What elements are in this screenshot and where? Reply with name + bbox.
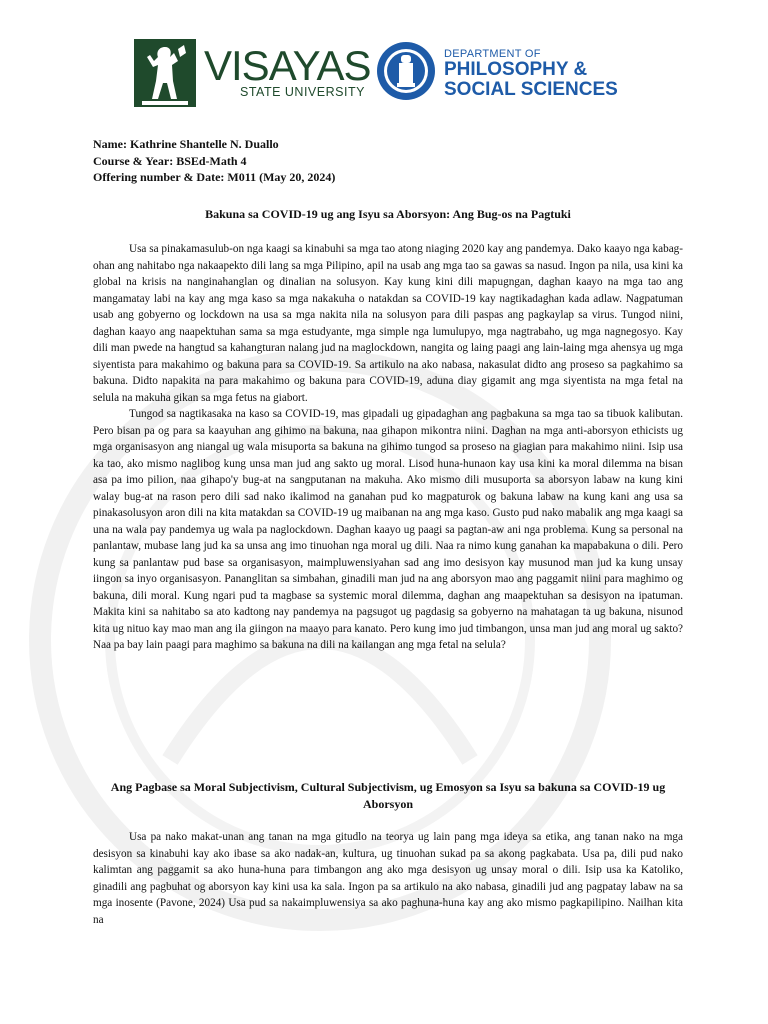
university-name: VISAYAS [204,42,371,89]
university-subtitle: STATE UNIVERSITY [240,85,365,99]
letterhead [132,36,632,110]
offering-date: Offering number & Date: M011 (May 20, 2024) [93,170,336,185]
vsu-logo [134,39,196,107]
department-line2: PHILOSOPHY & [444,59,588,80]
dpss-seal-icon [376,41,436,101]
section-body [93,829,683,928]
paragraph: Usa sa pinakamasulub-on nga kaagi sa kinabuhi sa mga tao atong niaging 2020 kay ang pandemya. Dako kaayo nga kabag-ohan ang nahitabo nga nakaapekto dili lang sa mga Pilipino, apil na usab ang mga tao sa gawas sa nasud. Ingon pa nila, usa kini ka global na krisis na nanginahanglan og dinalian na solusyon. Kay kung kini dili mapugngan, daghan kaayo na mga tao ang mangamatay labi na kay ang mga kaso sa mga nakakuha o natakdan sa COVID-19 kay nagtikadaghan kada adlaw. Nagpatuman usab ang gobyerno og lockdown na usa sa mga nakita nila na solusyon para dili paspas ang pagkaylap sa virus. Tungod niini, daghan kaayo ang naapektuhan sama sa mga estudyante, mga simple nga lumulupyo, mga nagtrabaho, ug mga nagnegosyo. Kay dili man pwede na hangtud sa kahangturan nalang jud na maglockdown, nangita og laing paagi ang lain-laing mga ahensya ug mga siyentista para makahimo og bakuna para sa COVID-19. Sa artikulo na ako nabasa, nakasulat didto ang proseso sa pagkahimo sa bakuna. Didto napakita na para makahimo og bakuna para COVID-19, aduna diay gigamit ang mga siyentista na mga fetal na selula na makuha gikan sa mga fetus na giabort. [93,243,683,404]
course-year: Course & Year: BSEd-Math 4 [93,153,247,168]
student-info [93,136,683,186]
vsu-wordmark [204,44,374,104]
student-name: Name: Kathrine Shantelle N. Duallo [93,137,279,151]
paragraph: Usa pa nako makat-unan ang tanan na mga gitudlo na teorya ug lain pang mga ideya sa etika, ang tanan nako na mga desisyon sa kinabuhi kay ako ibase sa ako nadak-an, kultura, ug tinuohan sukad pa sa akong pagkabata. Usa pa, dili pud nako kalimtan ang paggamit sa ako huna-huna para timbangon ang ako mga desisyon ug unsay moral o dili. Isip usa ka Katoliko, ginadili ang pagbuhat og aborsyon kay kini usa ka sala. Ingon pa sa artikulo na ako nabasa, ginadili jud ang pagpatay labaw na sa mga inosente (Pavone, 2024) Usa pud sa nakaimpluwensiya sa ako paghuna-huna kay ang ako mismo pagkapilipino. Nailhan kita na [93,831,683,926]
department-line3: SOCIAL SCIENCES [444,79,618,100]
paragraph: Tungod sa nagtikasaka na kaso sa COVID-19, mas gipadali ug gipadaghan ang pagbakuna sa mga tao sa tibuok kalibutan. Pero bisan pa og para sa kaayuhan ang gihimo na bakuna, naa gihapon mikontra niini. Daghan na mga anti-aborsyon ethicists ug mga organisasyon ang niangal ug wala misuporta sa bakuna na gihimo tungod sa proseso na giagian para makahimo niini. Isip usa ka tao, ako mismo naglibog kung unsa man jud ang sakto ug moral. Lisod huna-hunaon kay usa kini ka moral dilemma na bisan asa pa imo pilion, naa gihapo'y bug-at na sangputanan na makuha. Ako mismo dili musuporta sa aborsyon labaw na kung kini walay bug-at na rason pero dili sad nako ikalimod na ganahan pud ko magpaturok og bakuna labaw na kung kani ang usa sa pinakasolusyon aron dili na kita matakdan sa COVID-19 ug maibanan na ang mga kaso. Gusto pud nako mabalik ang mga kaagi sa una na wala pay pandemya ug wala pa naglockdown. Daghan kaayo ug paagi sa pagtan-aw ani nga problema. Kung sa personal na panlantaw, mubase lang jud ka sa unsa ang imo tinuohan nga moral ug dili. Naa ra nimo kung ganahan ka mapabakuna o dili. Pero kung sa panlantaw pud base sa organisasyon, maimpluwensiyahan sad ang imo desisyon kay musunod man jud ka kung unsay iingon sa inyo organisasyon. Pananglitan sa simbahan, ginadili man jud na ang aborsyon mao ang paggamit niini para maghimo og bakuna, dili moral. Kung ngari pud ta magbase sa systemic moral dilemma, daghan ang maapektuhan sa desisyon na ipatuman. Makita kini sa nahitabo sa ato kadtong nay pandemya na pagsugot ug pagdasig sa gobyerno na mahatagan ta ug bakuna, nisunod kita ug nituo kay mao man ang ila giingon na maayo para kanato. Pero kung imo jud timbangon, unsa man jud ang moral ug sakto? Naa pa bay lain paagi para maghimo sa bakuna na dili na kailangan ang mga fetal na selula? [93,408,683,651]
essay-body [93,241,683,654]
department-line1: DEPARTMENT OF [444,48,541,60]
department-wordmark [444,44,644,104]
section-heading: Ang Pagbase sa Moral Subjectivism, Cultural Subjectivism, ug Emosyon sa Isyu sa bakuna sa COVID-19 ug Aborsyon [110,780,666,811]
document-title: Bakuna sa COVID-19 ug ang Isyu sa Aborsyon: Ang Bug-os na Pagtuki [205,207,571,221]
